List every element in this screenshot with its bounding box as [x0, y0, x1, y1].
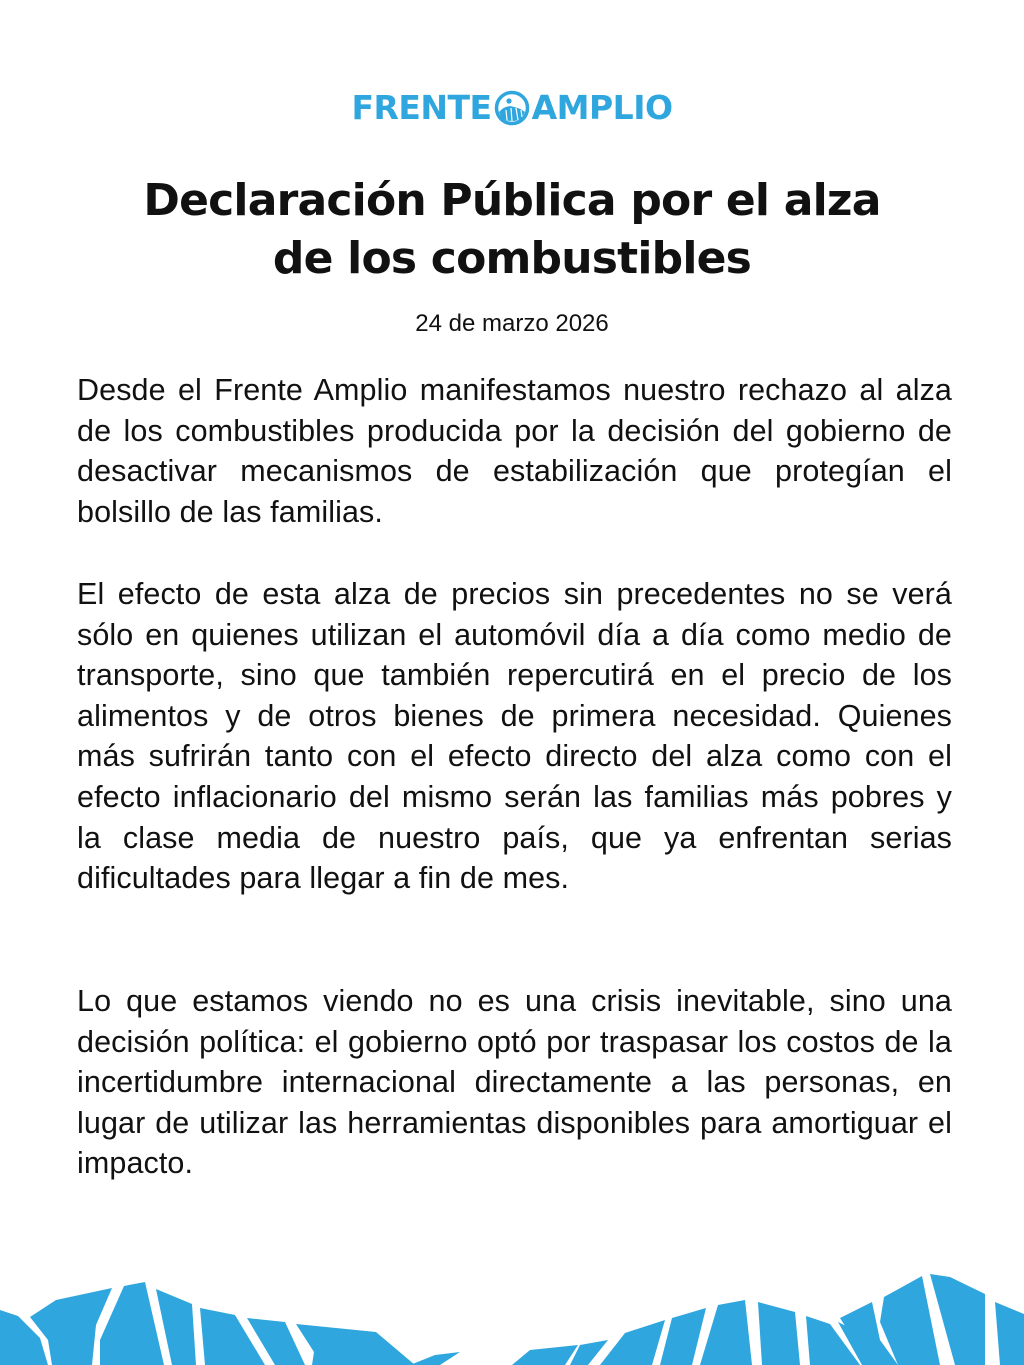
paragraph-2-container — [77, 574, 952, 899]
paragraph-1-container — [77, 370, 952, 532]
brand-name-right: AMPLIO — [531, 88, 673, 127]
frente-amplio-emblem-icon — [494, 90, 530, 126]
document-date: 24 de marzo 2026 — [415, 310, 609, 337]
title-line-2: de los combustibles — [272, 233, 752, 284]
brand-logo — [0, 88, 1024, 128]
brand-name-left: FRENTE — [351, 88, 492, 127]
page-title — [0, 172, 1024, 288]
paragraph: El efecto de esta alza de precios sin precedentes no se verá sólo en quienes utilizan el automóvil día a día como medio de transporte, sino que también repercutirá en el precio de los alimentos y de otros bienes de primera necesidad. Quienes más sufrirán tanto con el efecto directo del alza como con el efecto inflacionario del mismo serán las familias más pobres y la clase media de nuestro país, que ya enfrentan serias dificultades para llegar a fin de mes. — [77, 577, 952, 896]
paragraph: Lo que estamos viendo no es una crisis inevitable, sino una decisión política: el gobierno optó por traspasar los costos de la incertidumbre internacional directamente a las personas, en lugar de utilizar las herramientas disponibles para amortiguar el impacto. — [77, 984, 952, 1181]
mountain-range-graphic — [0, 1250, 1024, 1365]
paragraph-3-container — [77, 981, 952, 1184]
paragraph: Desde el Frente Amplio manifestamos nuestro rechazo al alza de los combustibles producida por la decisión del gobierno de desactivar mecanismos de estabilización que protegían el bolsillo de las familias. — [77, 373, 952, 529]
title-line-1: Declaración Pública por el alza — [143, 175, 881, 226]
